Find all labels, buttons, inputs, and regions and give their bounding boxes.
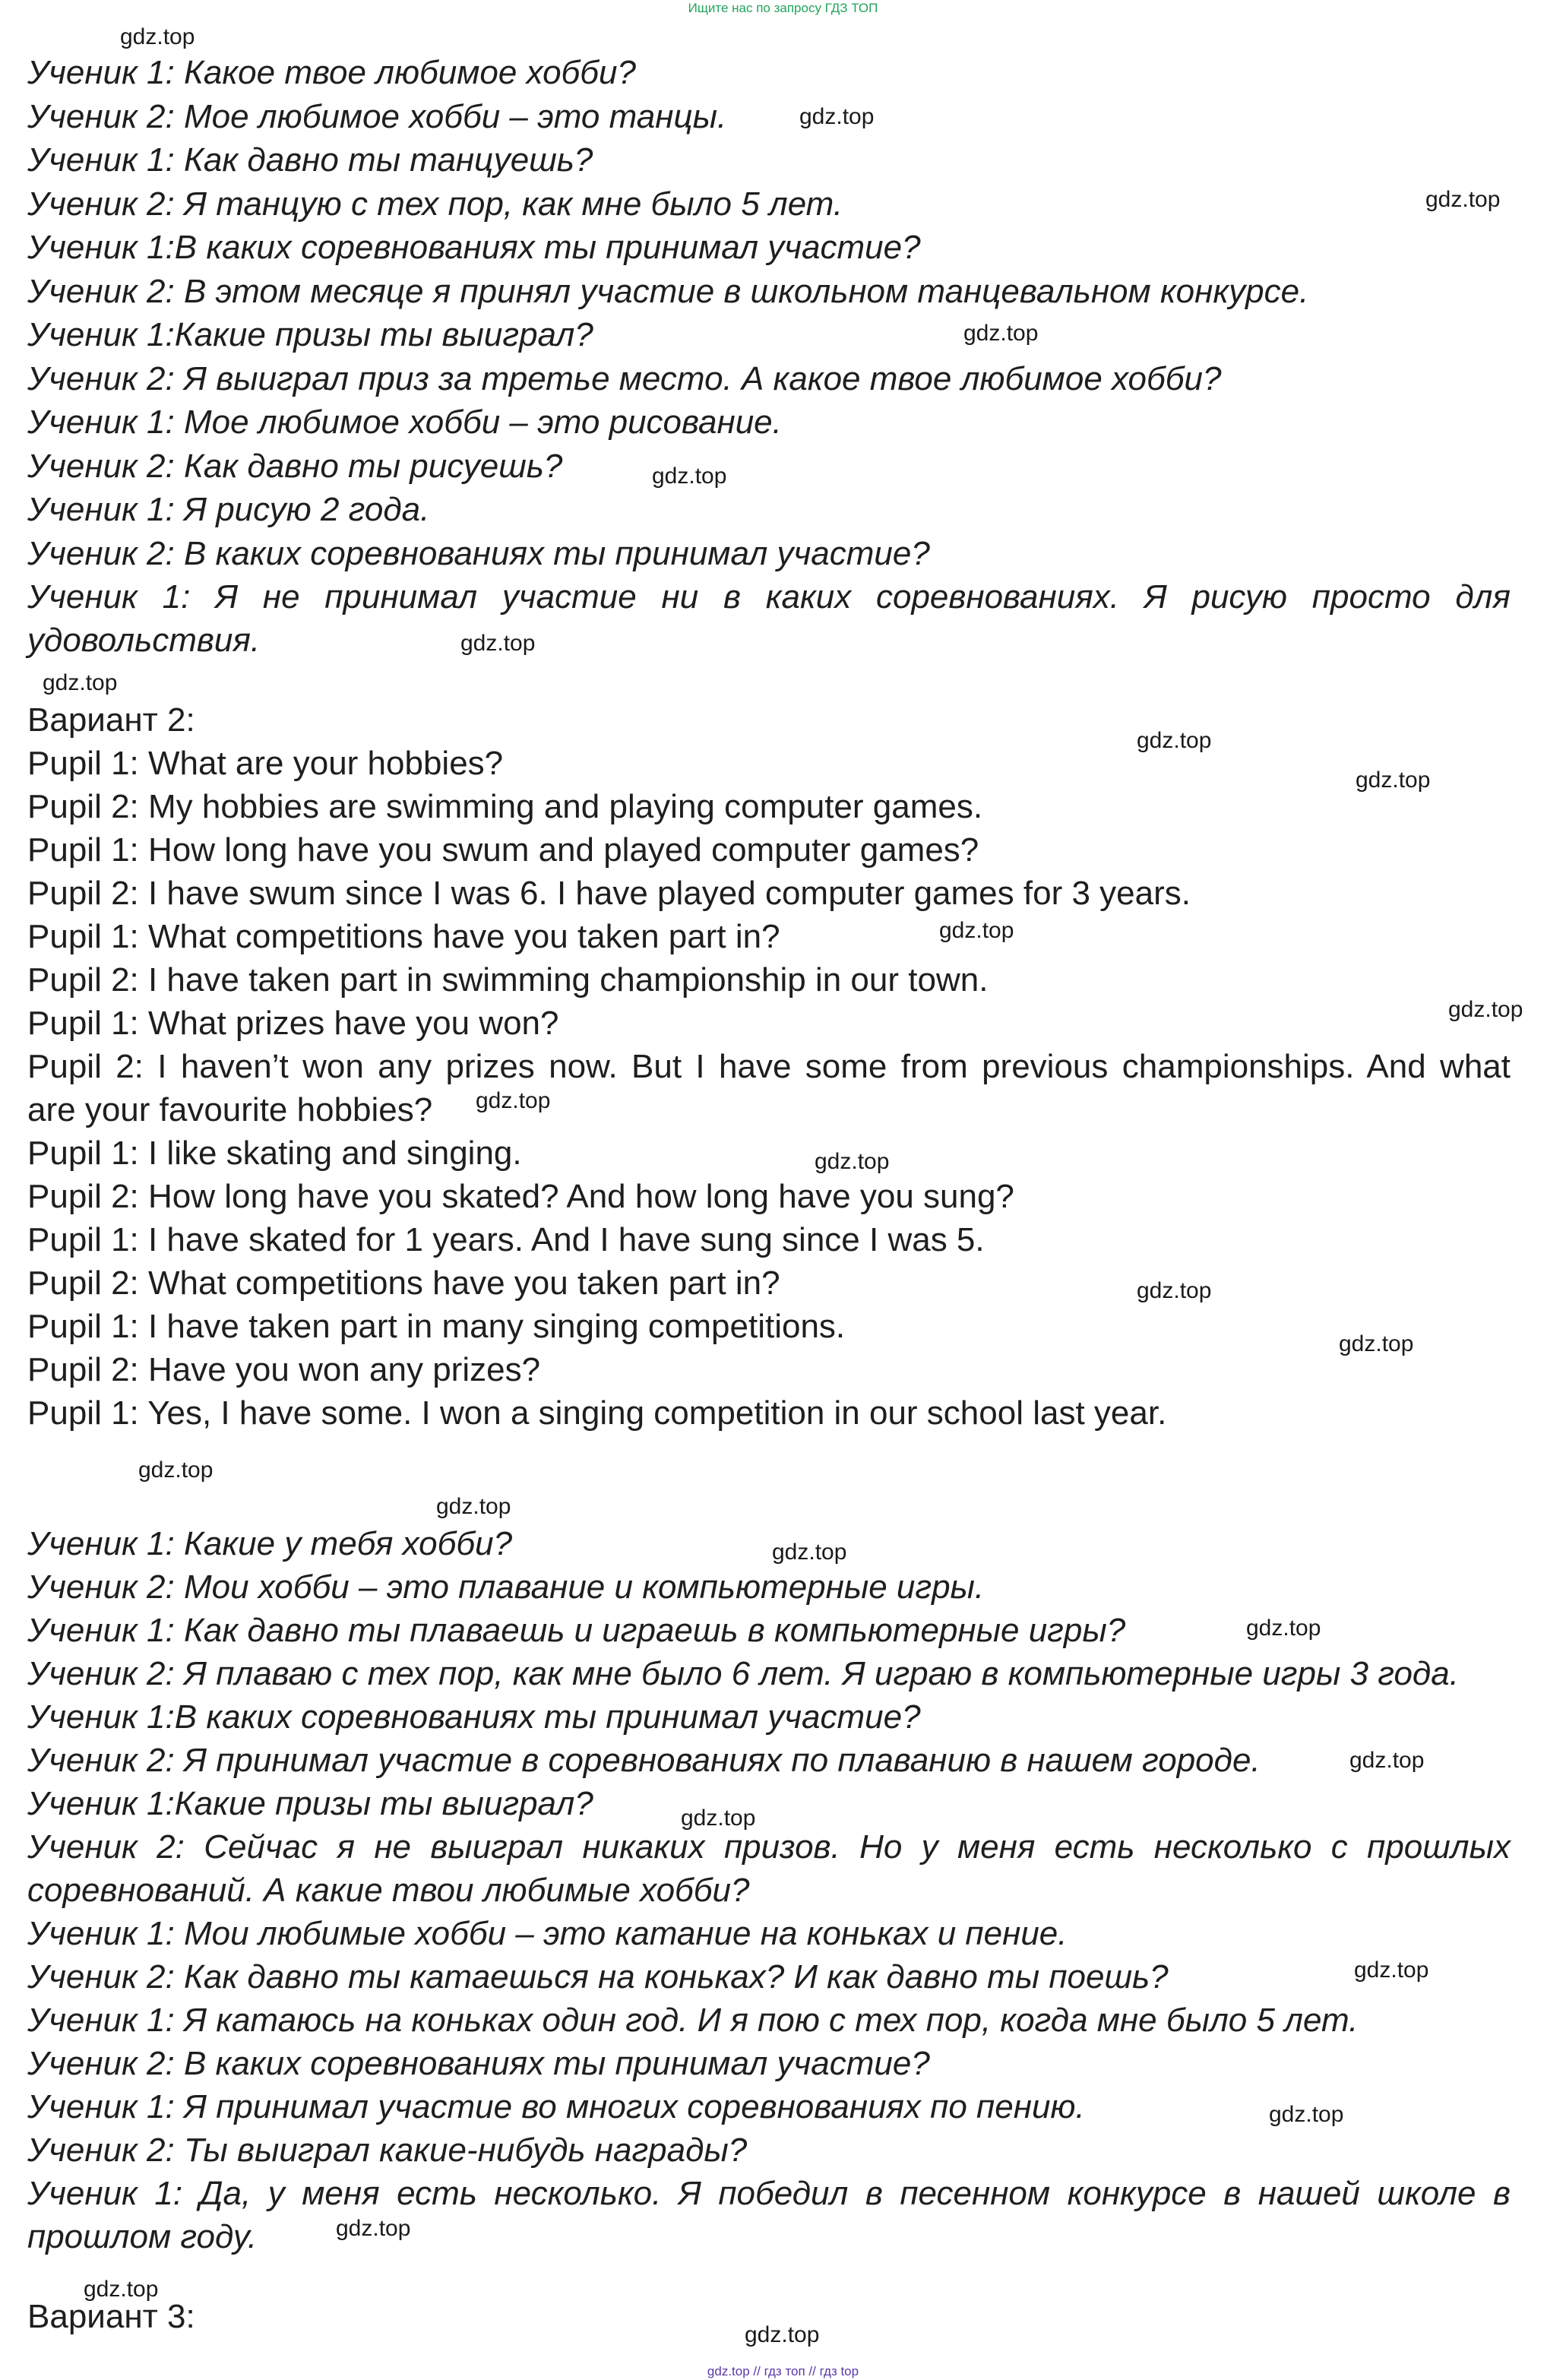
watermark: gdz.top <box>1425 187 1501 212</box>
watermark: gdz.top <box>799 104 875 129</box>
dialogue-line: Ученик 2: Я принимал участие в соревнованиях по плаванию в нашем городе. <box>27 1742 1261 1779</box>
dialogue-line: Pupil 2: I have swum since I was 6. I have played computer games for 3 years. <box>27 875 1191 912</box>
dialogue-line: Ученик 1: Мое любимое хобби – это рисование. <box>27 404 782 441</box>
dialogue-line: Pupil 2: What competitions have you taken part in? <box>27 1264 780 1302</box>
dialogue-line: Pupil 2: Have you won any prizes? <box>27 1351 541 1388</box>
dialogue-line: соревнований. А какие твои любимые хобби? <box>27 1872 750 1909</box>
dialogue-line: Pupil 1: What are your hobbies? <box>27 745 504 782</box>
dialogue-line: Pupil 1: How long have you swum and played computer games? <box>27 831 979 869</box>
dialogue-line: прошлом году. <box>27 2218 258 2255</box>
watermark: gdz.top <box>1137 728 1212 753</box>
watermark: gdz.top <box>1269 2102 1344 2127</box>
dialogue-line: Pupil 1: I have skated for 1 years. And I have sung since I was 5. <box>27 1221 985 1258</box>
dialogue-line: Ученик 1: Я рисую 2 года. <box>27 491 430 528</box>
dialogue-line: Ученик 2: Я выиграл приз за третье место. А какое твое любимое хобби? <box>27 360 1222 397</box>
watermark: gdz.top <box>939 918 1014 943</box>
watermark: gdz.top <box>772 1540 847 1565</box>
watermark: gdz.top <box>963 321 1039 346</box>
watermark: gdz.top <box>1137 1278 1212 1303</box>
dialogue-line: Ученик 2: В каких соревнованиях ты принимал участие? <box>27 2045 930 2082</box>
dialogue-line: Ученик 2: Как давно ты рисуешь? <box>27 448 563 485</box>
dialogue-line: Pupil 2: My hobbies are swimming and playing computer games. <box>27 788 983 825</box>
dialogue-line: Ученик 1: Какое твое любимое хобби? <box>27 54 637 91</box>
dialogue-line: Ученик 2: Мои хобби – это плавание и компьютерные игры. <box>27 1568 985 1606</box>
dialogue-line: Ученик 1:В каких соревнованиях ты принимал участие? <box>27 1698 921 1736</box>
dialogue-line: Pupil 2: I have taken part in swimming championship in our town. <box>27 961 989 999</box>
dialogue-line: Ученик 1: Да, у меня есть несколько. Я победил в песенном конкурсе в нашей школе в <box>27 2175 1511 2212</box>
dialogue-line: Pupil 2: I haven’t won any prizes now. But I have some from previous championships. And what <box>27 1048 1511 1085</box>
dialogue-line: Ученик 1:Какие призы ты выиграл? <box>27 316 593 353</box>
dialogue-line: Pupil 1: Yes, I have some. I won a singing competition in our school last year. <box>27 1394 1167 1432</box>
dialogue-line: удовольствия. <box>27 622 261 659</box>
dialogue-line: Ученик 1:В каких соревнованиях ты принимал участие? <box>27 229 921 266</box>
dialogue-line: Ученик 1: Я не принимал участие ни в каких соревнованиях. Я рисую просто для <box>27 578 1511 616</box>
watermark: gdz.top <box>84 2277 159 2302</box>
dialogue-line: Pupil 1: What competitions have you taken part in? <box>27 918 780 955</box>
dialogue-line: Ученик 2: В этом месяце я принял участие в школьном танцевальном конкурсе. <box>27 273 1309 310</box>
dialogue-line: Pupil 1: What prizes have you won? <box>27 1005 559 1042</box>
dialogue-line: Ученик 1: Как давно ты плаваешь и играешь в компьютерные игры? <box>27 1612 1126 1649</box>
dialogue-line: Ученик 1: Какие у тебя хобби? <box>27 1525 513 1562</box>
watermark: gdz.top <box>436 1494 511 1519</box>
dialogue-line: Ученик 1: Я катаюсь на коньках один год. И я пою с тех пор, когда мне было 5 лет. <box>27 2002 1359 2039</box>
watermark: gdz.top <box>1356 767 1431 793</box>
watermark: gdz.top <box>745 2322 820 2347</box>
watermark: gdz.top <box>1354 1957 1429 1983</box>
dialogue-line: Ученик 2: Я танцую с тех пор, как мне было 5 лет. <box>27 185 843 223</box>
top-banner: Ищите нас по запросу ГДЗ ТОП <box>688 1 878 15</box>
watermark: gdz.top <box>43 670 118 695</box>
dialogue-line: Ученик 2: Ты выиграл какие-нибудь награды? <box>27 2132 748 2169</box>
watermark: gdz.top <box>652 464 727 489</box>
dialogue-line: Ученик 2: Я плаваю с тех пор, как мне было 6 лет. Я играю в компьютерные игры 3 года. <box>27 1655 1459 1692</box>
watermark: gdz.top <box>336 2216 411 2241</box>
watermark: gdz.top <box>815 1149 890 1174</box>
variant-3-heading: Вариант 3: <box>27 2298 195 2335</box>
dialogue-line: Pupil 1: I like skating and singing. <box>27 1135 522 1172</box>
variant-2-heading: Вариант 2: <box>27 701 195 739</box>
dialogue-line: Ученик 1: Я принимал участие во многих соревнованиях по пению. <box>27 2088 1085 2125</box>
dialogue-line: Ученик 2: Сейчас я не выиграл никаких призов. Но у меня есть несколько с прошлых <box>27 1828 1511 1866</box>
watermark: gdz.top <box>1349 1748 1425 1773</box>
bottom-banner: gdz.top // гдз топ // гдз top <box>707 2364 859 2378</box>
dialogue-line: Pupil 2: How long have you skated? And how long have you sung? <box>27 1178 1014 1215</box>
dialogue-line: Ученик 2: В каких соревнованиях ты принимал участие? <box>27 535 930 572</box>
watermark: gdz.top <box>681 1806 756 1831</box>
watermark: gdz.top <box>476 1088 551 1113</box>
watermark: gdz.top <box>138 1457 214 1483</box>
dialogue-line: Ученик 2: Как давно ты катаешься на коньках? И как давно ты поешь? <box>27 1958 1169 1995</box>
dialogue-line: Ученик 1: Как давно ты танцуешь? <box>27 141 593 179</box>
watermark: gdz.top <box>1246 1616 1321 1641</box>
watermark: gdz.top <box>1448 997 1523 1022</box>
dialogue-line: Ученик 1: Мои любимые хобби – это катание на коньках и пение. <box>27 1915 1068 1952</box>
dialogue-line: Ученик 2: Мое любимое хобби – это танцы. <box>27 98 727 135</box>
dialogue-line: Pupil 1: I have taken part in many singing competitions. <box>27 1308 846 1345</box>
watermark: gdz.top <box>460 631 536 656</box>
dialogue-line: are your favourite hobbies? <box>27 1091 433 1128</box>
watermark: gdz.top <box>120 24 195 49</box>
watermark: gdz.top <box>1339 1331 1414 1356</box>
dialogue-line: Ученик 1:Какие призы ты выиграл? <box>27 1785 593 1822</box>
